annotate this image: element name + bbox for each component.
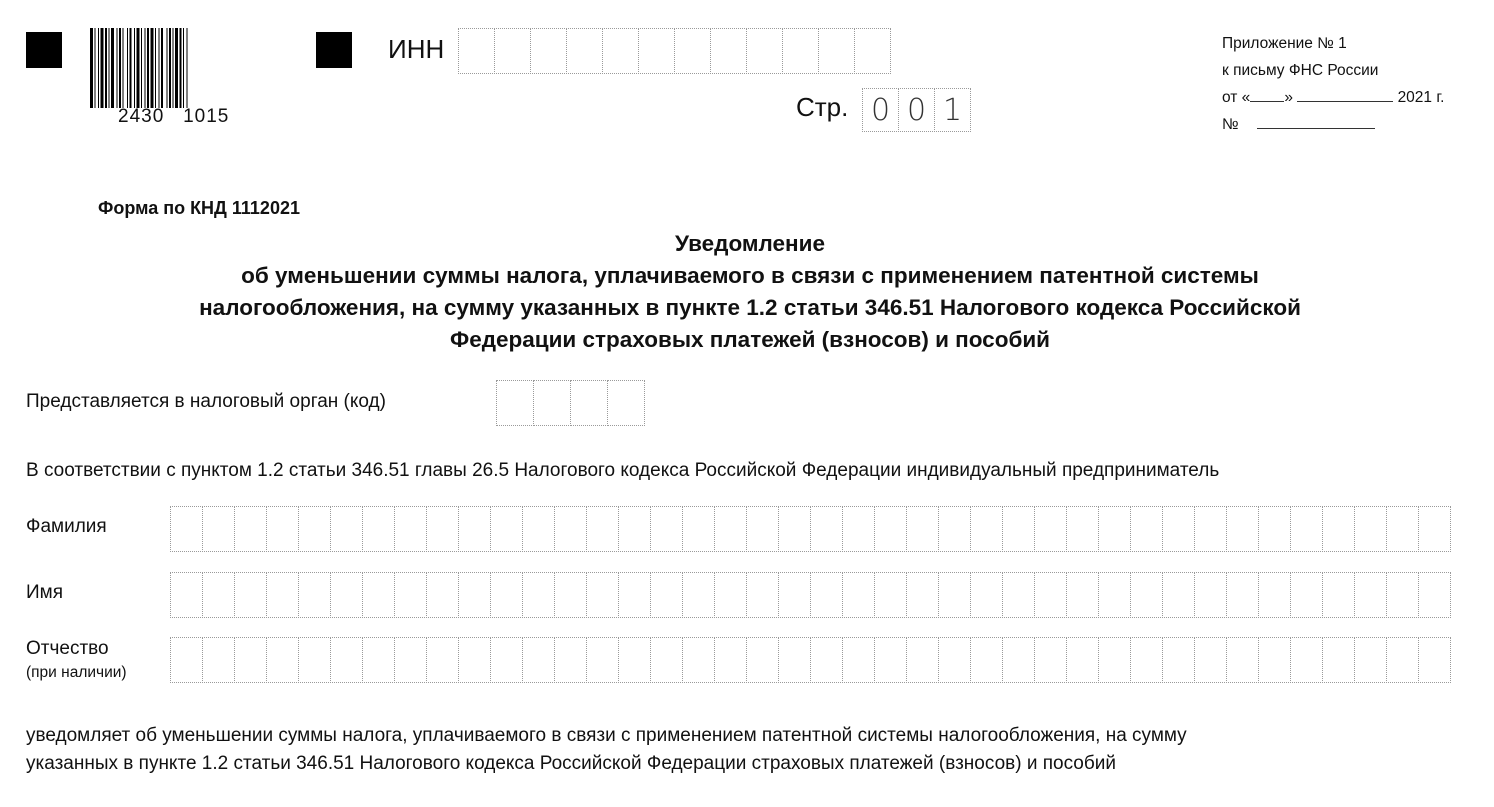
input-cell[interactable]	[170, 572, 203, 618]
input-cell[interactable]	[170, 637, 203, 683]
patronymic-label: Отчество	[26, 638, 109, 659]
inn-field[interactable]	[458, 28, 890, 74]
inn-label: ИНН	[388, 34, 445, 64]
input-cell[interactable]	[1002, 506, 1035, 552]
input-cell[interactable]	[618, 637, 651, 683]
barcode-bar	[145, 28, 146, 108]
input-cell[interactable]	[1002, 637, 1035, 683]
input-cell[interactable]	[938, 572, 971, 618]
barcode-number: 2430 1015	[118, 106, 230, 127]
input-cell[interactable]	[618, 506, 651, 552]
input-cell[interactable]	[638, 28, 675, 74]
input-cell[interactable]	[842, 572, 875, 618]
input-cell[interactable]	[970, 572, 1003, 618]
input-cell[interactable]	[1034, 572, 1067, 618]
input-cell[interactable]	[650, 637, 683, 683]
input-cell[interactable]	[1162, 506, 1195, 552]
barcode-bar	[111, 28, 114, 108]
input-cell[interactable]	[854, 28, 891, 74]
input-cell[interactable]	[202, 572, 235, 618]
closing-text	[26, 722, 1187, 778]
input-cell[interactable]	[1002, 572, 1035, 618]
patronymic-field[interactable]	[170, 637, 1450, 683]
input-cell[interactable]	[1418, 572, 1451, 618]
input-cell[interactable]	[906, 506, 939, 552]
appendix-line-1: Приложение № 1	[1222, 35, 1347, 52]
number-blank	[1257, 128, 1375, 129]
barcode-bar	[183, 28, 184, 108]
input-cell[interactable]	[778, 506, 811, 552]
barcode-bar	[117, 28, 118, 108]
input-cell[interactable]	[586, 572, 619, 618]
input-cell[interactable]	[1066, 637, 1099, 683]
appendix-block	[1222, 30, 1444, 138]
input-cell[interactable]	[1098, 637, 1131, 683]
input-cell[interactable]	[682, 572, 715, 618]
alignment-marker-left	[26, 32, 62, 68]
input-cell[interactable]	[554, 572, 587, 618]
page-number-field[interactable]	[862, 88, 970, 132]
input-cell[interactable]	[1418, 637, 1451, 683]
input-cell[interactable]	[607, 380, 645, 426]
input-cell[interactable]	[1354, 637, 1387, 683]
input-cell[interactable]	[938, 506, 971, 552]
barcode-bar	[101, 28, 104, 108]
input-cell[interactable]	[906, 572, 939, 618]
input-cell[interactable]	[362, 506, 395, 552]
appendix-line-2: к письму ФНС России	[1222, 62, 1379, 79]
barcode-bar	[167, 28, 168, 108]
barcode-bar	[109, 28, 110, 108]
input-cell[interactable]	[1034, 637, 1067, 683]
input-cell[interactable]	[1290, 637, 1323, 683]
input-cell[interactable]	[1098, 572, 1131, 618]
input-cell[interactable]	[266, 506, 299, 552]
input-cell[interactable]	[818, 28, 855, 74]
barcode	[90, 28, 286, 108]
input-cell[interactable]	[1130, 637, 1163, 683]
barcode-bar	[173, 28, 174, 108]
input-cell[interactable]	[522, 572, 555, 618]
input-cell[interactable]	[266, 637, 299, 683]
input-cell[interactable]	[522, 506, 555, 552]
barcode-bar	[134, 28, 135, 108]
input-cell[interactable]	[426, 506, 459, 552]
number-prefix: №	[1222, 116, 1239, 133]
input-cell[interactable]	[1194, 506, 1227, 552]
alignment-marker-right	[316, 32, 352, 68]
input-cell[interactable]	[874, 637, 907, 683]
barcode-bar	[147, 28, 149, 108]
input-cell[interactable]	[490, 637, 523, 683]
input-cell[interactable]	[1386, 572, 1419, 618]
barcode-bar	[105, 28, 107, 108]
closing-line-2: указанных в пункте 1.2 статьи 346.51 Налогового кодекса Российской Федерации страховых платежей (взносов) и пособий	[26, 753, 1116, 774]
input-cell[interactable]: 0	[862, 88, 899, 132]
input-cell[interactable]	[874, 506, 907, 552]
date-prefix: от «	[1222, 89, 1251, 106]
tax-office-label: Представляется в налоговый орган (код)	[26, 391, 386, 412]
input-cell[interactable]	[202, 506, 235, 552]
input-cell[interactable]	[1194, 637, 1227, 683]
input-cell[interactable]	[586, 506, 619, 552]
title-line-3: налогообложения, на сумму указанных в пункте 1.2 статьи 346.51 Налогового кодекса Российской	[199, 295, 1301, 320]
input-cell[interactable]	[266, 572, 299, 618]
input-cell[interactable]	[586, 637, 619, 683]
input-cell[interactable]	[426, 637, 459, 683]
input-cell[interactable]	[1258, 506, 1291, 552]
input-cell[interactable]	[970, 637, 1003, 683]
form-title	[0, 228, 1494, 356]
intro-text: В соответствии с пунктом 1.2 статьи 346.51 главы 26.5 Налогового кодекса Российской Федерации индивидуальный предприниматель	[26, 460, 1220, 481]
input-cell[interactable]	[554, 637, 587, 683]
input-cell[interactable]	[1418, 506, 1451, 552]
input-cell[interactable]	[458, 506, 491, 552]
input-cell[interactable]	[602, 28, 639, 74]
input-cell[interactable]	[682, 506, 715, 552]
barcode-bar	[180, 28, 182, 108]
input-cell[interactable]	[650, 572, 683, 618]
first-name-field[interactable]	[170, 572, 1450, 618]
input-cell[interactable]	[490, 572, 523, 618]
input-cell[interactable]	[1386, 637, 1419, 683]
input-cell[interactable]	[1034, 506, 1067, 552]
input-cell[interactable]	[496, 380, 534, 426]
input-cell[interactable]	[1322, 637, 1355, 683]
barcode-bar	[95, 28, 96, 108]
input-cell[interactable]	[1258, 637, 1291, 683]
input-cell[interactable]: 1	[934, 88, 971, 132]
input-cell[interactable]	[842, 506, 875, 552]
input-cell[interactable]	[746, 637, 779, 683]
barcode-bar	[141, 28, 142, 108]
barcode-bar	[130, 28, 132, 108]
input-cell[interactable]	[362, 572, 395, 618]
input-cell[interactable]	[522, 637, 555, 683]
input-cell[interactable]	[714, 572, 747, 618]
tax-office-code-field[interactable]	[496, 380, 644, 426]
input-cell[interactable]	[533, 380, 571, 426]
input-cell[interactable]	[362, 637, 395, 683]
input-cell[interactable]	[1066, 572, 1099, 618]
date-mid: »	[1284, 89, 1293, 106]
surname-field[interactable]	[170, 506, 1450, 552]
input-cell[interactable]	[778, 572, 811, 618]
input-cell[interactable]	[458, 637, 491, 683]
input-cell[interactable]	[1386, 506, 1419, 552]
input-cell[interactable]	[810, 572, 843, 618]
barcode-bar	[119, 28, 121, 108]
date-month-blank	[1297, 101, 1393, 102]
barcode-bar	[151, 28, 154, 108]
title-line-1: Уведомление	[674, 231, 825, 256]
input-cell[interactable]	[234, 506, 267, 552]
input-cell[interactable]	[842, 637, 875, 683]
input-cell[interactable]	[530, 28, 567, 74]
input-cell[interactable]	[494, 28, 531, 74]
input-cell[interactable]	[970, 506, 1003, 552]
input-cell[interactable]	[1130, 572, 1163, 618]
input-cell[interactable]	[1226, 506, 1259, 552]
input-cell[interactable]	[298, 637, 331, 683]
input-cell[interactable]	[1226, 572, 1259, 618]
input-cell[interactable]	[1322, 506, 1355, 552]
input-cell[interactable]	[810, 637, 843, 683]
input-cell[interactable]	[330, 506, 363, 552]
input-cell[interactable]	[682, 637, 715, 683]
patronymic-sublabel: (при наличии)	[26, 664, 127, 681]
input-cell[interactable]	[1066, 506, 1099, 552]
page-label: Стр.	[796, 92, 849, 122]
input-cell[interactable]	[490, 506, 523, 552]
input-cell[interactable]	[394, 572, 427, 618]
input-cell[interactable]	[1130, 506, 1163, 552]
barcode-bar	[137, 28, 140, 108]
input-cell[interactable]	[298, 572, 331, 618]
input-cell[interactable]	[554, 506, 587, 552]
first-name-label: Имя	[26, 582, 64, 603]
form-knd-code: Форма по КНД 1112021	[98, 198, 300, 218]
input-cell[interactable]	[394, 506, 427, 552]
input-cell[interactable]	[782, 28, 819, 74]
input-cell[interactable]	[394, 637, 427, 683]
input-cell[interactable]	[1354, 572, 1387, 618]
input-cell[interactable]	[234, 572, 267, 618]
barcode-bar	[127, 28, 128, 108]
input-cell[interactable]	[778, 637, 811, 683]
input-cell[interactable]	[458, 28, 495, 74]
input-cell[interactable]	[746, 506, 779, 552]
input-cell[interactable]	[714, 637, 747, 683]
input-cell[interactable]	[330, 637, 363, 683]
input-cell[interactable]	[746, 572, 779, 618]
barcode-bar	[159, 28, 160, 108]
input-cell[interactable]	[1354, 506, 1387, 552]
input-cell[interactable]	[650, 506, 683, 552]
input-cell[interactable]	[906, 637, 939, 683]
input-cell[interactable]	[674, 28, 711, 74]
barcode-bar	[155, 28, 156, 108]
input-cell[interactable]	[874, 572, 907, 618]
input-cell[interactable]	[1098, 506, 1131, 552]
input-cell[interactable]: 0	[898, 88, 935, 132]
input-cell[interactable]	[298, 506, 331, 552]
barcode-bar	[175, 28, 178, 108]
input-cell[interactable]	[170, 506, 203, 552]
appendix-number-line	[1222, 111, 1444, 138]
barcode-bar	[161, 28, 163, 108]
title-line-4: Федерации страховых платежей (взносов) и пособий	[449, 327, 1051, 352]
input-cell[interactable]	[1162, 572, 1195, 618]
input-cell[interactable]	[1194, 572, 1227, 618]
barcode-bar	[169, 28, 171, 108]
input-cell[interactable]	[938, 637, 971, 683]
surname-label: Фамилия	[26, 516, 107, 537]
barcode-bar	[90, 28, 93, 108]
date-suffix: 2021 г.	[1397, 89, 1445, 106]
input-cell[interactable]	[570, 380, 608, 426]
input-cell[interactable]	[234, 637, 267, 683]
input-cell[interactable]	[1322, 572, 1355, 618]
input-cell[interactable]	[202, 637, 235, 683]
closing-line-1: уведомляет об уменьшении суммы налога, уплачиваемого в связи с применением патентной системы налогообложения, на сумму	[26, 725, 1187, 746]
input-cell[interactable]	[1258, 572, 1291, 618]
input-cell[interactable]	[1290, 506, 1323, 552]
input-cell[interactable]	[566, 28, 603, 74]
barcode-bar	[123, 28, 124, 108]
input-cell[interactable]	[710, 28, 747, 74]
barcode-bar	[187, 28, 188, 108]
date-day-blank	[1250, 101, 1284, 102]
input-cell[interactable]	[714, 506, 747, 552]
barcode-bar	[98, 28, 99, 108]
title-line-2: об уменьшении суммы налога, уплачиваемого в связи с применением патентной системы	[241, 263, 1259, 288]
input-cell[interactable]	[426, 572, 459, 618]
input-cell[interactable]	[1290, 572, 1323, 618]
input-cell[interactable]	[618, 572, 651, 618]
input-cell[interactable]	[330, 572, 363, 618]
input-cell[interactable]	[746, 28, 783, 74]
input-cell[interactable]	[810, 506, 843, 552]
appendix-date-line	[1222, 84, 1444, 111]
input-cell[interactable]	[1226, 637, 1259, 683]
input-cell[interactable]	[1162, 637, 1195, 683]
input-cell[interactable]	[458, 572, 491, 618]
